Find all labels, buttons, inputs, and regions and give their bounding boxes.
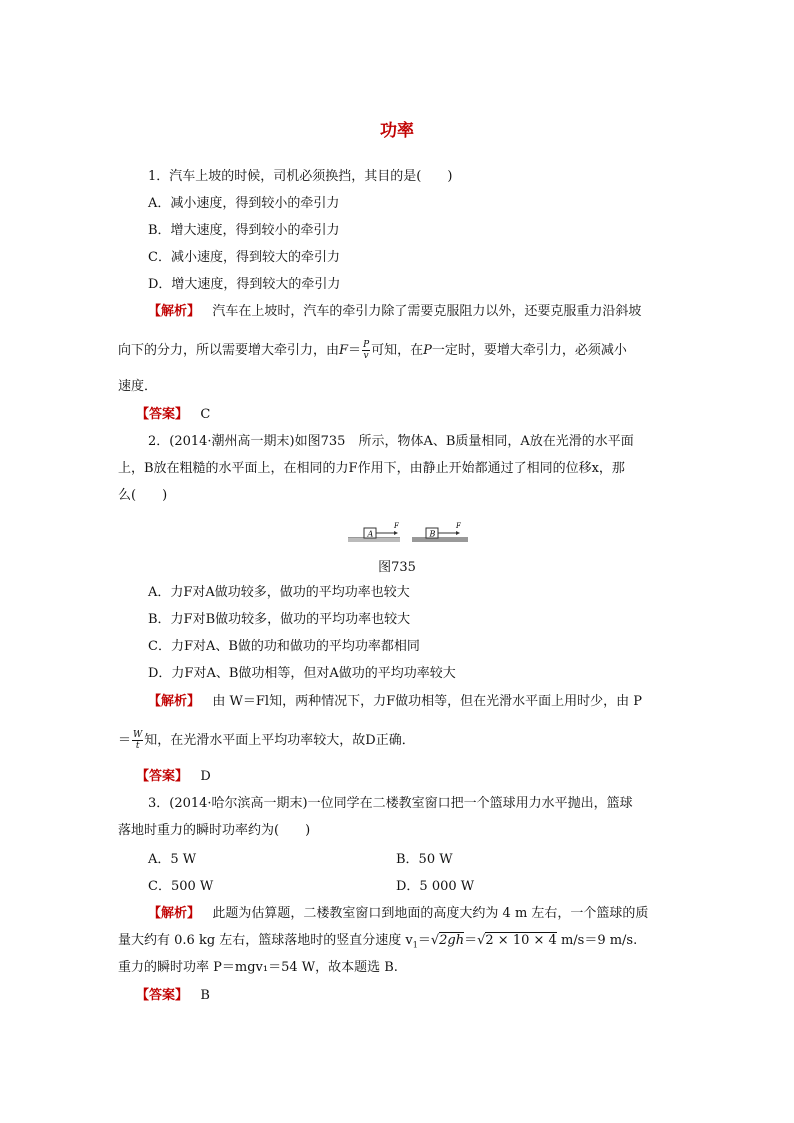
force-label-b: F xyxy=(456,522,461,530)
q1-analysis-line3: 速度． xyxy=(118,379,158,394)
q2-option-d: D．力F对A、B做功相等，但对A做功的平均功率较大 xyxy=(148,666,456,681)
q3-analysis-text2d: m/s＝9 m/s. xyxy=(556,933,638,948)
q1-option-b: B．增大速度，得到较小的牵引力 xyxy=(148,223,340,238)
q1-analysis-eq: ＝ xyxy=(348,343,362,358)
q1-analysis-f: F xyxy=(339,343,349,358)
q2-analysis-text1: 由 W＝Fl知，两种情况下，力F做功相等，但在光滑水平面上用时少，由 P xyxy=(212,694,642,709)
q2-analysis-text2b: 知，在光滑水平面上平均功率较大，故D正确． xyxy=(144,733,415,748)
q3-sqrt1: 2gh xyxy=(439,933,465,948)
q2-stem-line1: 2．(2014·潮州高一期末)如图735 所示，物体A、B质量相同，A放在光滑的水平面 xyxy=(148,434,634,449)
q2-answer-tag: 【答案】 xyxy=(136,769,189,784)
q1-analysis-text2b: 可知，在 xyxy=(371,343,424,358)
q2-option-a: A．力F对A做功较多，做功的平均功率也较大 xyxy=(148,585,410,600)
force-label-a: F xyxy=(394,522,399,530)
q1-option-a: A．减小速度，得到较小的牵引力 xyxy=(148,196,340,211)
q1-analysis-text1: 汽车在上坡时，汽车的牵引力除了需要克服阻力以外，还要克服重力沿斜坡 xyxy=(212,304,642,319)
q2-option-b: B．力F对B做功较多，做功的平均功率也较大 xyxy=(148,612,411,627)
q1-stem: 1．汽车上坡的时候，司机必须换挡，其目的是( ) xyxy=(148,169,453,184)
q3-answer xyxy=(136,986,210,1006)
q2-stem-line2: 上，B放在粗糙的水平面上，在相同的力F作用下，由静止开始都通过了相同的位移x，那 xyxy=(118,461,625,476)
q1-analysis-text2c: 一定时，要增大牵引力，必须减小 xyxy=(431,343,627,358)
q3-sqrt2: 2 × 10 × 4 xyxy=(485,933,557,948)
force-arrowhead-b xyxy=(456,531,460,535)
q1-frac-num: P xyxy=(363,340,370,350)
q3-answer-tag: 【答案】 xyxy=(136,988,189,1003)
q2-stem-line3: 么( ) xyxy=(118,488,168,503)
q1-analysis-p: P xyxy=(423,343,432,358)
q3-analysis-line3: 重力的瞬时功率 P＝mgv₁＝54 W，故本题选 B. xyxy=(118,960,398,975)
q2-answer-value: D xyxy=(200,769,211,784)
q3-option-d: D．5 000 W xyxy=(396,879,475,894)
q3-option-a: A．5 W xyxy=(148,852,197,867)
q1-answer-tag: 【答案】 xyxy=(136,407,189,422)
q1-option-c: C．减小速度，得到较大的牵引力 xyxy=(148,250,340,265)
q3-analysis-text1: 此题为估算题，二楼教室窗口到地面的高度大约为 4 m 左右，一个篮球的质 xyxy=(212,906,649,921)
q1-frac-den: v xyxy=(363,351,369,361)
q2-fraction xyxy=(132,730,143,751)
q1-analysis-line1 xyxy=(148,302,641,322)
q2-figure xyxy=(348,516,468,548)
q2-option-c: C．力F对A、B做的功和做功的平均功率都相同 xyxy=(148,639,420,654)
q3-analysis-line1 xyxy=(148,904,648,924)
q1-analysis-text2a: 向下的分力，所以需要增大牵引力，由 xyxy=(118,343,340,358)
force-arrowhead-a xyxy=(394,531,398,535)
q3-stem-line1: 3．(2014·哈尔滨高一期末)一位同学在二楼教室窗口把一个篮球用力水平抛出，篮球 xyxy=(148,796,633,811)
q1-option-d: D．增大速度，得到较大的牵引力 xyxy=(148,277,341,292)
block-a-label: A xyxy=(367,529,374,539)
q3-analysis-sub: 1 xyxy=(412,940,418,950)
q3-option-b: B．50 W xyxy=(396,852,453,867)
block-b-label: B xyxy=(429,529,436,539)
q2-analysis-line1 xyxy=(148,692,642,712)
q3-analysis-line2 xyxy=(118,931,637,956)
q3-analysis-text2c: ＝√ xyxy=(464,933,486,948)
q1-analysis-line2 xyxy=(118,340,627,361)
q2-frac-num: W xyxy=(133,730,143,740)
q3-stem-line2: 落地时重力的瞬时功率约为( ) xyxy=(118,823,311,838)
q2-answer xyxy=(136,767,211,787)
q2-figure-caption: 图735 xyxy=(378,560,416,575)
q3-option-c: C．500 W xyxy=(148,879,214,894)
q2-analysis-tag: 【解析】 xyxy=(148,694,201,709)
page-title: 功率 xyxy=(380,121,414,141)
q1-answer xyxy=(136,405,210,425)
ground-b xyxy=(412,538,468,542)
q3-analysis-text2b: ＝√ xyxy=(417,933,440,948)
q1-fraction xyxy=(362,340,370,361)
q3-analysis-tag: 【解析】 xyxy=(148,906,201,921)
q1-analysis-tag: 【解析】 xyxy=(148,304,201,319)
q2-analysis-line2 xyxy=(118,730,415,751)
ground-a xyxy=(348,538,400,542)
q3-answer-value: B xyxy=(200,988,210,1003)
q1-answer-value: C xyxy=(200,407,211,422)
q2-analysis-text2a: ＝ xyxy=(118,733,132,748)
q2-frac-den: t xyxy=(135,741,140,751)
q3-analysis-text2a: 量大约有 0.6 kg 左右，篮球落地时的竖直分速度 v xyxy=(118,933,413,948)
